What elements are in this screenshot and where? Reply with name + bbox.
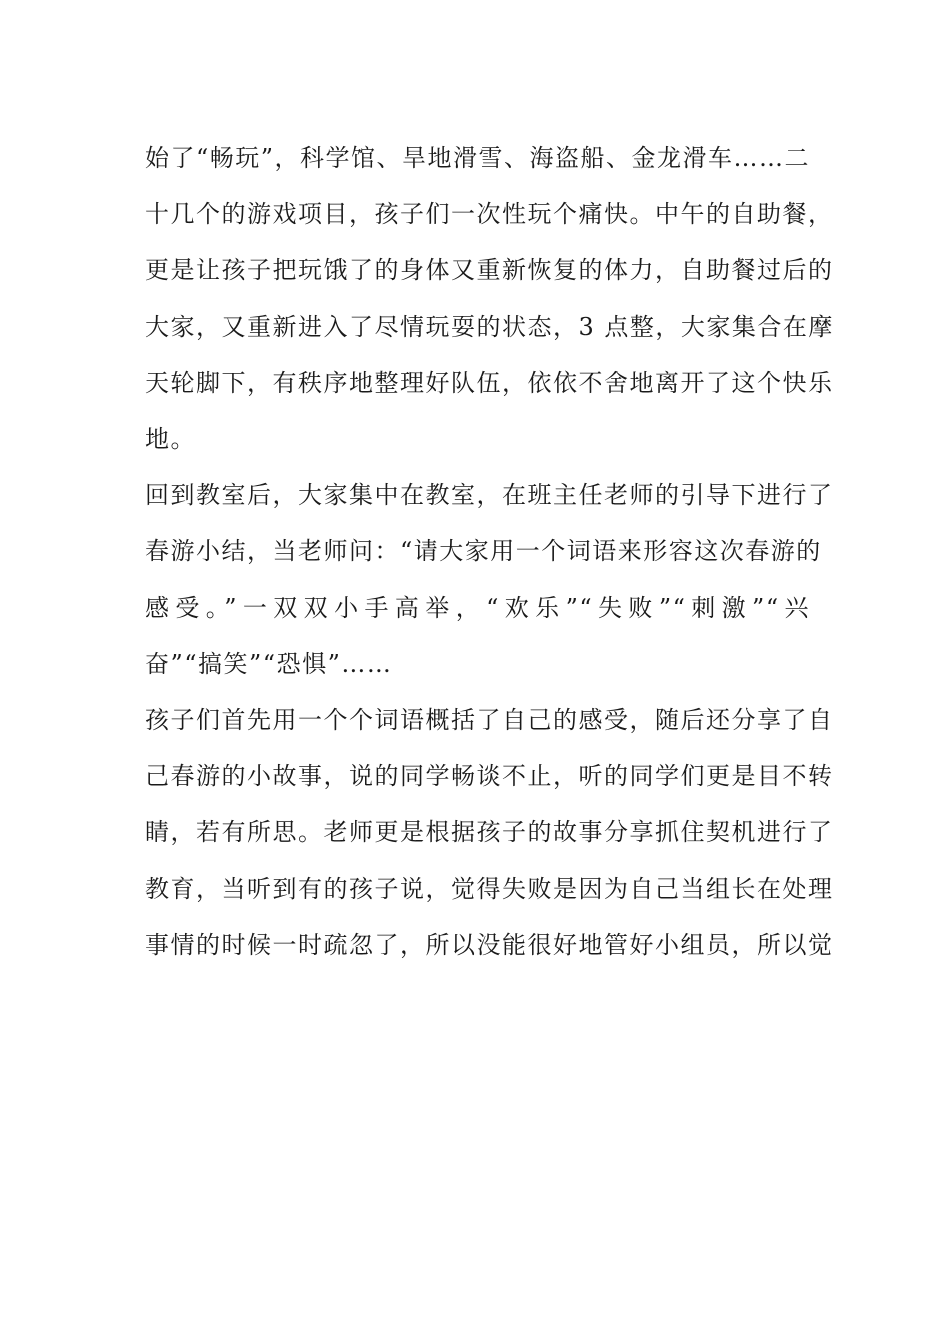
- text-line: 天轮脚下，有秩序地整理好队伍，依依不舍地离开了这个快乐: [145, 368, 834, 397]
- text-line: 己春游的小故事，说的同学畅谈不止，听的同学们更是目不转: [145, 762, 834, 791]
- text-line: 事情的时候一时疏忽了，所以没能很好地管好小组员，所以觉: [145, 930, 834, 959]
- text-line: 地。: [145, 425, 196, 454]
- text-line: 更是让孩子把玩饿了的身体又重新恢复的体力，自助餐过后的: [145, 256, 834, 285]
- paragraph-2: [145, 467, 834, 692]
- paragraph-1: [145, 130, 834, 467]
- body-text: [145, 130, 834, 973]
- text-line: 大家，又重新进入了尽情玩耍的状态，3 点整，大家集合在摩: [145, 312, 834, 341]
- text-line: 回到教室后，大家集中在教室，在班主任老师的引导下进行了: [145, 481, 834, 510]
- text-line: 感受。”一双双小手高举，“欢乐”“失败”“刺激”“兴: [145, 593, 810, 622]
- text-line: 睛，若有所思。老师更是根据孩子的故事分享抓住契机进行了: [145, 818, 834, 847]
- paragraph-3: [145, 692, 834, 973]
- text-line: 教育，当听到有的孩子说，觉得失败是因为自己当组长在处理: [145, 874, 834, 903]
- text-line: 十几个的游戏项目，孩子们一次性玩个痛快。中午的自助餐，: [145, 200, 834, 229]
- text-line: 始了“畅玩”，科学馆、旱地滑雪、海盗船、金龙滑车……二: [145, 144, 811, 172]
- text-line: 奋”“搞笑”“恐惧”……: [145, 649, 393, 678]
- text-line: 孩子们首先用一个个词语概括了自己的感受，随后还分享了自: [145, 706, 834, 735]
- text-line: 春游小结，当老师问：“请大家用一个词语来形容这次春游的: [145, 537, 822, 566]
